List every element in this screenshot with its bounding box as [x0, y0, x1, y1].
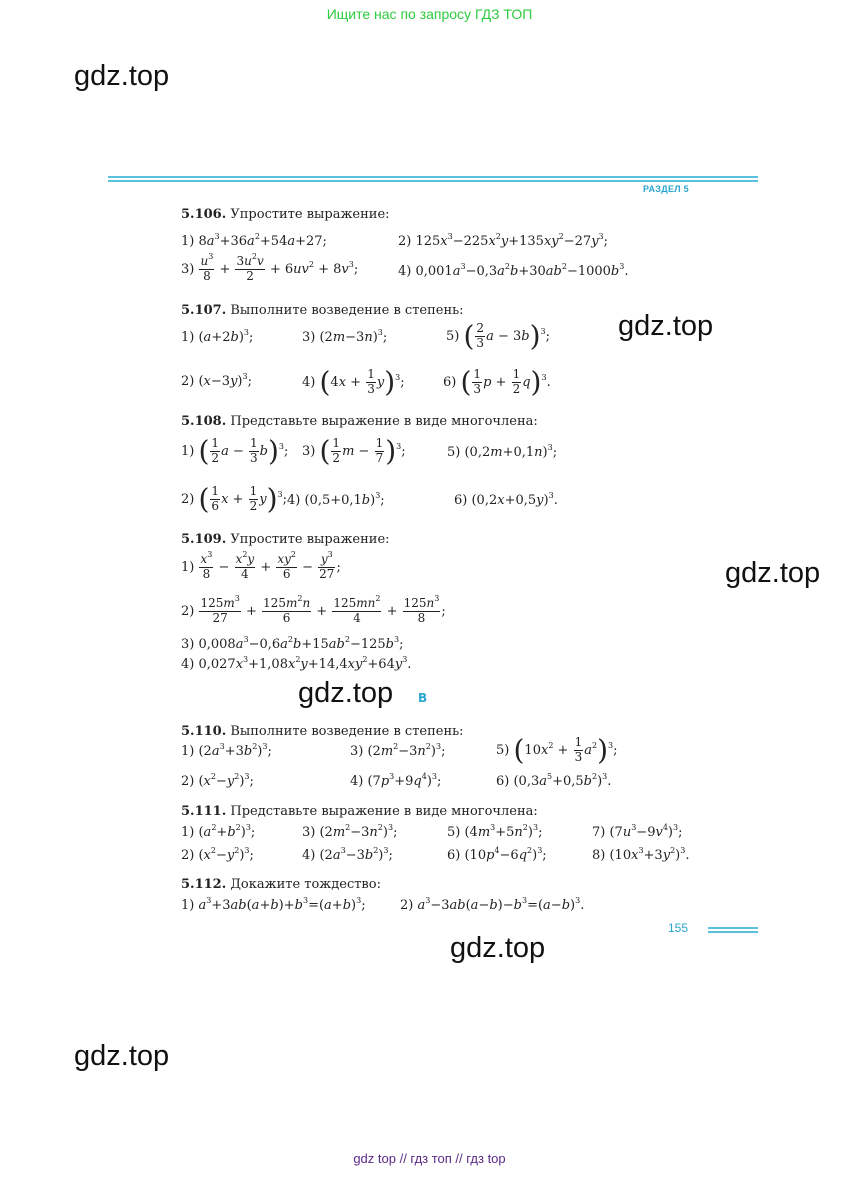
task-5-111: 5.111. Представьте выражение в виде многочлена:	[181, 804, 538, 819]
expr: 2) $(x^2-y^2)^3$;	[181, 846, 254, 863]
expr: 1) $\frac{x^3}{8}$ − $\frac{x^2y}{4}$ + $\frac{xy^2}{6}$ − $\frac{y^3}{27}$ ;	[181, 550, 341, 581]
footer-rule	[708, 931, 758, 933]
expr: 4) $(7p^3+9q^4)^3$;	[350, 772, 442, 789]
task-5-106: 5.106. Упростите выражение:	[181, 207, 390, 222]
expr: 2) $125x^3-225x^2y+135xy^2-27y^3$;	[398, 232, 609, 249]
task-5-107: 5.107. Выполните возведение в степень:	[181, 303, 464, 318]
expr: 6) ( $\frac{1}{3}$ p + $\frac{1}{2}$ q)$^3$.	[443, 365, 551, 399]
expr: 4) $0,027x^3+1,08x^2y+14,4xy^2+64y^3$.	[181, 655, 412, 672]
expr: 8) $(10x^3+3y^2)^3$.	[592, 846, 690, 863]
expr: 4) $0,001a^3-0,3a^2b+30ab^2-1000b^3$.	[398, 262, 629, 279]
watermark: gdz.top	[450, 932, 546, 964]
watermark: gdz.top	[298, 677, 394, 709]
task-5-109: 5.109. Упростите выражение:	[181, 532, 390, 547]
task-5-110: 5.110. Выполните возведение в степень:	[181, 724, 464, 739]
task-5-108: 5.108. Представьте выражение в виде многочлена:	[181, 414, 538, 429]
expr: 2) $a^3-3ab(a-b)-b^3=(a-b)^3$.	[400, 896, 585, 913]
expr: 5) $(0,2m+0,1n)^3$;	[447, 443, 558, 460]
expr: 3) $(2m^2-3n^2)^3$;	[302, 823, 398, 840]
expr: 5) ( $\frac{2}{3}$ a − 3b)$^3$;	[446, 319, 551, 353]
expr: 3) $(2m^2-3n^2)^3$;	[350, 742, 446, 759]
expr: 1) $(a+2b)^3$;	[181, 328, 254, 345]
watermark: gdz.top	[618, 310, 714, 342]
task-5-112: 5.112. Докажите тождество:	[181, 877, 381, 892]
expr: 3) $0,008a^3-0,6a^2b+15ab^2-125b^3$;	[181, 635, 404, 652]
expr: 6) $(0,3a^5+0,5b^2)^3$.	[496, 772, 612, 789]
expr: 1) $8a^3+36a^2+54a+27$;	[181, 232, 327, 249]
expr: 6) $(0,2x+0,5y)^3$.	[454, 491, 558, 508]
expr: 1) $(a^2+b^2)^3$;	[181, 823, 256, 840]
expr: 2) $(x^2-y^2)^3$;	[181, 772, 254, 789]
expr: 2) $\frac{125m^3}{27}$ + $\frac{125m^2n}{6}$ + $\frac{125mn^2}{4}$ + $\frac{125n^3}{8}$ ;	[181, 594, 446, 625]
watermark: gdz.top	[74, 1040, 170, 1072]
section-label: РАЗДЕЛ 5	[643, 184, 689, 194]
expr: 7) $(7u^3-9v^4)^3$;	[592, 823, 683, 840]
level-letter: В	[418, 691, 428, 705]
expr: 2) $(x-3y)^3$;	[181, 372, 252, 389]
expr: 6) $(10p^4-6q^2)^3$;	[447, 846, 547, 863]
expr: 2) ( $\frac{1}{6}$ x + $\frac{1}{2}$ y)$^3$;	[181, 482, 287, 516]
expr: 1) $(2a^3+3b^2)^3$;	[181, 742, 272, 759]
footer-rule	[708, 927, 758, 929]
page-number: 155	[668, 921, 689, 935]
header-rule	[108, 180, 758, 182]
expr: 4) $(0,5+0,1b)^3$;	[287, 491, 385, 508]
expr: 4) $(2a^3-3b^2)^3$;	[302, 846, 393, 863]
expr: 1) ( $\frac{1}{2}$ a − $\frac{1}{3}$ b)$^3$;	[181, 434, 289, 468]
expr: 1) $a^3+3ab(a+b)+b^3=(a+b)^3$;	[181, 896, 366, 913]
watermark: gdz.top	[74, 60, 170, 92]
expr: 4) (4x + $\frac{1}{3}$ y)$^3$;	[302, 365, 405, 399]
expr: 3) ( $\frac{1}{2}$ m − $\frac{1}{7}$ )$^3$;	[302, 434, 406, 468]
header-rule	[108, 176, 758, 178]
expr: 5) $(4m^3+5n^2)^3$;	[447, 823, 543, 840]
expr: 3) $(2m-3n)^3$;	[302, 328, 388, 345]
expr: 3) $\frac{u^3}{8}$ + $\frac{3u^2v}{2}$ + $6uv^2 + 8v^3$;	[181, 252, 359, 283]
watermark: gdz.top	[725, 557, 821, 589]
top-link[interactable]: Ищите нас по запросу ГДЗ ТОП	[326, 6, 533, 22]
bottom-links[interactable]: gdz top // гдз топ // гдз top	[353, 1151, 506, 1166]
expr: 5) ($10x^2$ + $\frac{1}{3}$ $a^2)^3$;	[496, 733, 618, 767]
